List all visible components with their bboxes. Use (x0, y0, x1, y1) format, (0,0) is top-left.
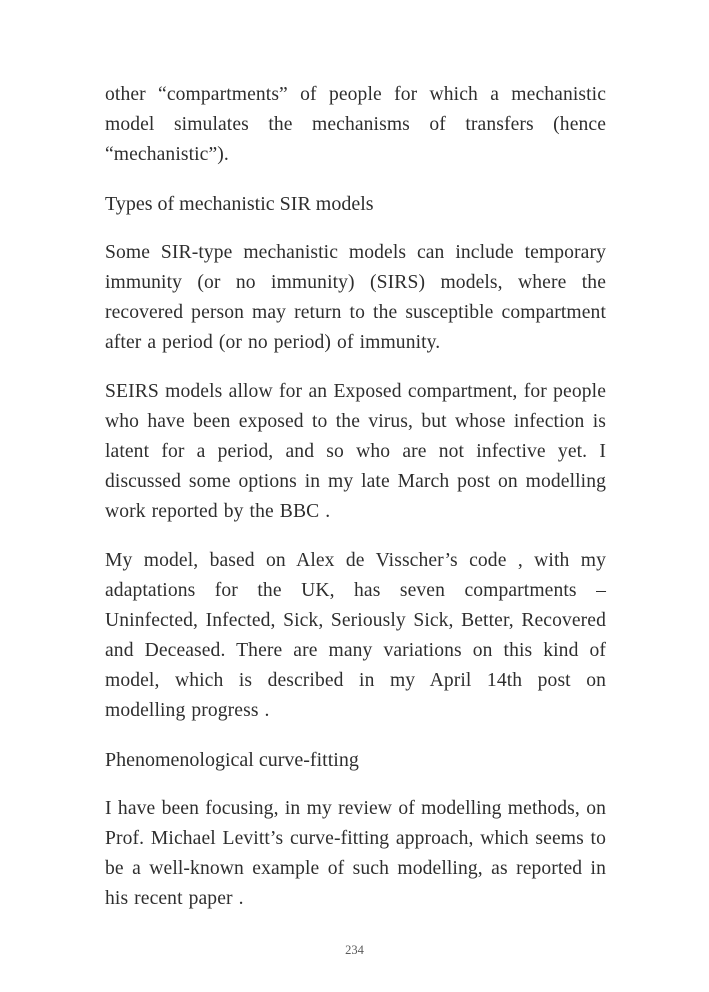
paragraph: SEIRS models allow for an Exposed compartment, for people who have been exposed to the virus, but whose infection is latent for a period, and so who are not infective yet. I discussed some options in my late March post on modelling work reported by the BBC . (105, 381, 606, 522)
paragraph: other “compartments” of people for which a mechanistic model simulates the mechanisms of transfers (hence “mechanistic”). (105, 84, 606, 165)
section-heading-sir-models: Types of mechanistic SIR models (105, 193, 374, 215)
text-column (105, 80, 606, 933)
page-number: 234 (345, 943, 364, 957)
paragraph: Some SIR-type mechanistic models can include temporary immunity (or no immunity) (SIRS) models, where the recovered person may return to the susceptible compartment after a period (or no period) of immunity. (105, 242, 606, 353)
paragraph: My model, based on Alex de Visscher’s code , with my adaptations for the UK, has seven compartments – Uninfected, Infected, Sick, Seriously Sick, Better, Recovered and Deceased. There are many variations on this kind of model, which is described in my April 14th post on modelling progress . (105, 550, 606, 721)
section-heading-curve-fitting: Phenomenological curve-fitting (105, 749, 359, 771)
paragraph: I have been focusing, in my review of modelling methods, on Prof. Michael Levitt’s curve-fitting approach, which seems to be a well-known example of such modelling, as reported in his recent paper . (105, 798, 606, 909)
